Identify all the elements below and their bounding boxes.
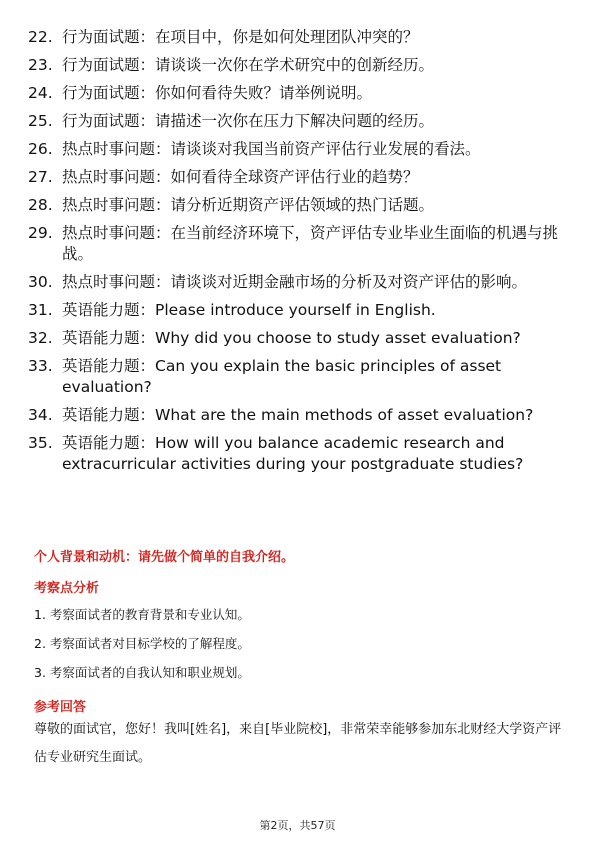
- question-text: 行为面试题：在项目中，你是如何处理团队冲突的？: [62, 28, 419, 46]
- question-item: [28, 55, 568, 76]
- analysis-point: 2. 考察面试者对目标学校的了解程度。: [34, 636, 250, 651]
- question-text: 英语能力题：Why did you choose to study asset evaluation?: [62, 329, 521, 347]
- question-number: 22.: [28, 28, 53, 46]
- question-item: [28, 433, 568, 475]
- question-text: 热点时事问题：在当前经济环境下，资产评估专业毕业生面临的机遇与挑战。: [62, 224, 559, 263]
- analysis-title: 考察点分析: [34, 581, 100, 596]
- question-text: 英语能力题：What are the main methods of asset evaluation?: [62, 406, 534, 424]
- analysis-point: 3. 考察面试者的自我认知和职业规划。: [34, 665, 250, 680]
- question-number: 28.: [28, 196, 53, 214]
- question-item: [28, 195, 568, 216]
- question-item: [28, 167, 568, 188]
- question-number: 24.: [28, 84, 53, 102]
- question-number: 33.: [28, 357, 53, 375]
- question-number: 32.: [28, 329, 53, 347]
- question-item: [28, 300, 568, 321]
- question-text: 热点时事问题：请分析近期资产评估领域的热门话题。: [62, 196, 435, 214]
- question-text: 热点时事问题：请谈谈对近期金融市场的分析及对资产评估的影响。: [62, 273, 528, 291]
- question-item: [28, 27, 568, 48]
- question-number: 26.: [28, 140, 53, 158]
- section-heading: 个人背景和动机：请先做个简单的自我介绍。: [34, 550, 295, 565]
- question-item: [28, 405, 568, 426]
- question-item: [28, 272, 568, 293]
- page-footer: 第2页，共57页: [259, 819, 336, 832]
- analysis-point: 1. 考察面试者的教育背景和专业认知。: [34, 607, 250, 622]
- question-number: 25.: [28, 112, 53, 130]
- question-item: [28, 223, 568, 265]
- question-number: 29.: [28, 224, 53, 242]
- question-item: [28, 83, 568, 104]
- question-text: 行为面试题：请谈谈一次你在学术研究中的创新经历。: [62, 56, 435, 74]
- question-number: 31.: [28, 301, 53, 319]
- question-list: [28, 27, 568, 482]
- question-item: [28, 328, 568, 349]
- question-text: 行为面试题：你如何看待失败？请举例说明。: [62, 84, 373, 102]
- question-text: 行为面试题：请描述一次你在压力下解决问题的经历。: [62, 112, 435, 130]
- question-number: 35.: [28, 434, 53, 452]
- question-text: 英语能力题：Can you explain the basic principles of asset evaluation?: [62, 357, 502, 396]
- question-item: [28, 111, 568, 132]
- question-item: [28, 356, 568, 398]
- question-text: 热点时事问题：如何看待全球资产评估行业的趋势？: [62, 168, 419, 186]
- question-text: 英语能力题：How will you balance academic research and extracurricular activities during your postgraduate studies?: [62, 434, 524, 473]
- question-text: 热点时事问题：请谈谈对我国当前资产评估行业发展的看法。: [62, 140, 481, 158]
- question-number: 27.: [28, 168, 53, 186]
- question-number: 23.: [28, 56, 53, 74]
- reference-answer-title: 参考回答: [34, 700, 87, 715]
- question-item: [28, 139, 568, 160]
- reference-answer-text: 尊敬的面试官，您好！我叫[姓名]，来自[毕业院校]，非常荣幸能够参加东北财经大学资产评估专业研究生面试。: [34, 722, 562, 765]
- question-text: 英语能力题：Please introduce yourself in English.: [62, 301, 436, 319]
- question-number: 30.: [28, 273, 53, 291]
- question-number: 34.: [28, 406, 53, 424]
